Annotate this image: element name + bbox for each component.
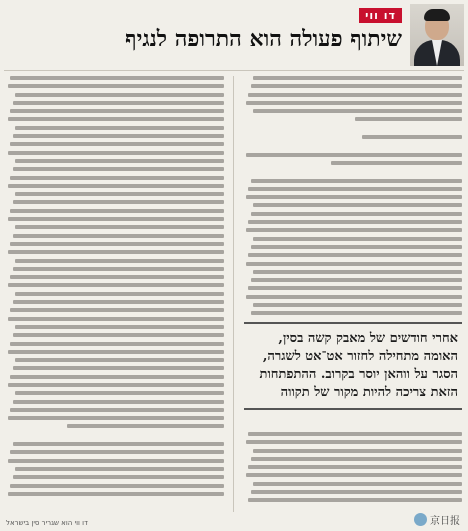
text-line — [8, 459, 224, 463]
text-line — [15, 259, 224, 263]
text-line — [10, 209, 224, 213]
text-line — [8, 492, 224, 496]
text-line — [10, 275, 224, 279]
text-line — [248, 432, 462, 436]
text-line — [13, 200, 224, 204]
text-line — [15, 126, 224, 130]
article-body-right-top — [244, 76, 462, 318]
text-line — [8, 383, 224, 387]
text-line — [10, 76, 224, 80]
text-line — [13, 475, 224, 479]
text-line — [248, 465, 462, 469]
pull-quote: אחרי חודשים של מאבק קשה בסין, האומה מתחילה לחזור אט־אט לשגרה, הסגר על ווהאן יוסר בקרוב. ההתפתחות הזאת צריכה להיות מקור של תקווה — [244, 322, 462, 410]
text-line — [15, 159, 224, 163]
text-line — [15, 192, 224, 196]
text-line — [251, 457, 462, 461]
text-line — [13, 366, 224, 370]
text-line — [13, 442, 224, 446]
text-line — [8, 317, 224, 321]
watermark — [414, 512, 460, 527]
text-line — [251, 311, 462, 315]
text-line — [246, 101, 462, 105]
text-line — [15, 292, 224, 296]
text-line — [10, 342, 224, 346]
text-line — [253, 76, 462, 80]
text-line — [13, 234, 224, 238]
text-line — [13, 400, 224, 404]
text-line — [8, 350, 224, 354]
text-line — [8, 151, 224, 155]
text-line — [251, 490, 462, 494]
text-line — [10, 408, 224, 412]
text-line — [15, 358, 224, 362]
text-line — [362, 135, 462, 139]
text-line — [13, 300, 224, 304]
text-line — [246, 195, 462, 199]
text-line — [15, 391, 224, 395]
article-body-left — [6, 76, 224, 506]
text-line — [246, 473, 462, 477]
text-line — [15, 93, 224, 97]
text-line — [13, 167, 224, 171]
text-line — [246, 228, 462, 232]
watermark-icon — [414, 513, 427, 526]
article-header — [4, 4, 464, 71]
text-line — [8, 217, 224, 221]
text-line — [10, 242, 224, 246]
text-line — [248, 286, 462, 290]
article-body-right-bottom — [244, 432, 462, 514]
text-line — [15, 325, 224, 329]
text-line — [253, 237, 462, 241]
text-line — [13, 333, 224, 337]
text-line — [10, 484, 224, 488]
author-tag: דו ווי — [359, 8, 402, 23]
text-line — [8, 283, 224, 287]
text-line — [8, 250, 224, 254]
watermark-text: 京日报 — [430, 516, 460, 527]
article-headline: שיתוף פעולה הוא התרופה לנגיף — [125, 26, 402, 52]
text-line — [13, 101, 224, 105]
text-line — [246, 440, 462, 444]
text-line — [8, 117, 224, 121]
text-line — [251, 212, 462, 216]
text-line — [10, 375, 224, 379]
text-line — [253, 270, 462, 274]
text-line — [246, 153, 462, 157]
text-line — [8, 416, 224, 420]
text-line — [8, 84, 224, 88]
author-photo — [410, 4, 464, 66]
text-line — [10, 176, 224, 180]
column-divider — [233, 76, 234, 512]
text-line — [246, 295, 462, 299]
byline: דו ווי הוא שגריר סין בישראל — [6, 519, 88, 527]
text-line — [331, 161, 462, 165]
text-line — [253, 482, 462, 486]
text-line — [246, 262, 462, 266]
text-line — [13, 267, 224, 271]
text-line — [10, 308, 224, 312]
text-line — [248, 187, 462, 191]
text-line — [251, 84, 462, 88]
text-line — [251, 179, 462, 183]
text-line — [253, 203, 462, 207]
text-line — [253, 303, 462, 307]
text-line — [13, 134, 224, 138]
text-line — [248, 93, 462, 97]
text-line — [67, 424, 224, 428]
text-line — [248, 220, 462, 224]
text-line — [253, 109, 462, 113]
text-line — [355, 117, 462, 121]
text-line — [10, 109, 224, 113]
text-line — [251, 278, 462, 282]
text-line — [8, 184, 224, 188]
text-line — [15, 225, 224, 229]
text-line — [253, 449, 462, 453]
text-line — [248, 253, 462, 257]
text-line — [251, 245, 462, 249]
text-line — [248, 498, 462, 502]
text-line — [10, 142, 224, 146]
text-line — [10, 450, 224, 454]
text-line — [15, 467, 224, 471]
